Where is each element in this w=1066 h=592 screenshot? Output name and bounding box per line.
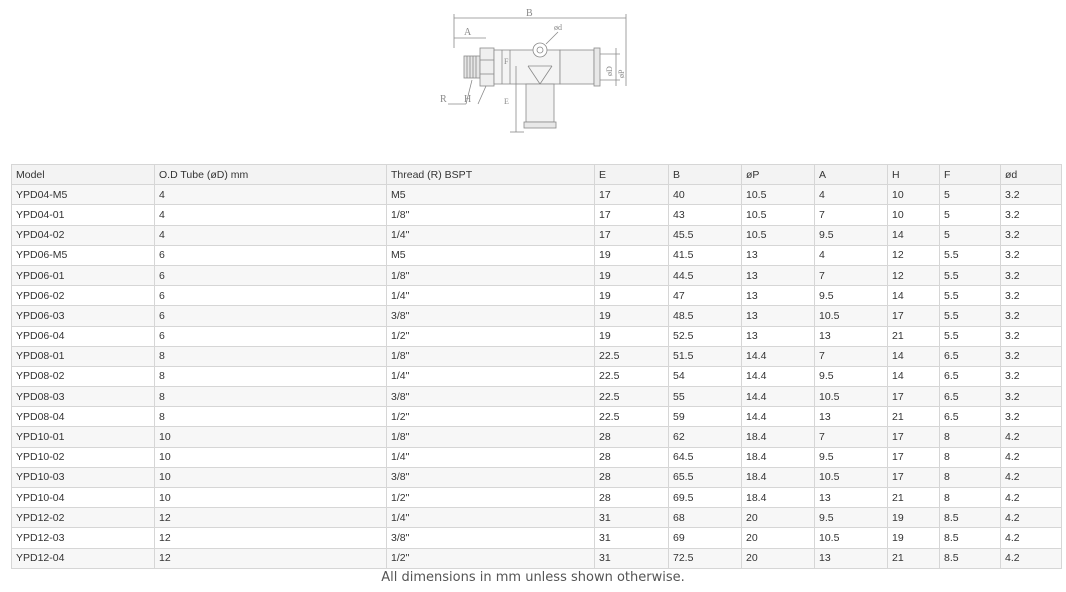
table-cell: 44.5 [669,265,742,285]
table-cell: 12 [888,245,940,265]
table-cell: YPD08-03 [12,387,155,407]
table-cell: 20 [742,528,815,548]
table-cell: 14 [888,225,940,245]
table-cell: 6 [155,286,387,306]
table-cell: 12 [155,548,387,568]
table-cell: 31 [595,508,669,528]
table-cell: 18.4 [742,467,815,487]
table-cell: 54 [669,366,742,386]
table-cell: 14 [888,346,940,366]
table-cell: 12 [888,265,940,285]
table-cell: 8.5 [940,528,1001,548]
table-cell: YPD08-04 [12,407,155,427]
table-cell: 68 [669,508,742,528]
table-cell: 4.2 [1001,548,1062,568]
table-cell: 8 [155,346,387,366]
table-cell: 9.5 [815,366,888,386]
table-cell: YPD08-02 [12,366,155,386]
table-cell: 28 [595,427,669,447]
column-header: øP [742,165,815,185]
table-cell: 3.2 [1001,366,1062,386]
table-header-row [12,165,1062,185]
table-cell: 9.5 [815,447,888,467]
table-cell: 3.2 [1001,185,1062,205]
table-cell: 10.5 [815,306,888,326]
table-cell: 48.5 [669,306,742,326]
table-cell: 41.5 [669,245,742,265]
table-cell: 5 [940,225,1001,245]
table-row [12,286,1062,306]
table-cell: 51.5 [669,346,742,366]
table-cell: 10 [155,488,387,508]
table-cell: 10.5 [742,185,815,205]
table-cell: 3.2 [1001,265,1062,285]
table-cell: 20 [742,548,815,568]
dimensions-table [11,164,1062,569]
table-cell: 10.5 [742,225,815,245]
table-row [12,265,1062,285]
table-cell: 72.5 [669,548,742,568]
table-cell: 4.2 [1001,528,1062,548]
table-cell: 1/4" [387,286,595,306]
table-cell: 17 [888,447,940,467]
table-cell: 21 [888,326,940,346]
table-cell: 17 [888,306,940,326]
table-cell: 3/8" [387,306,595,326]
column-header: ød [1001,165,1062,185]
table-cell: 5.5 [940,306,1001,326]
table-cell: YPD10-04 [12,488,155,508]
table-cell: 13 [742,306,815,326]
table-row [12,245,1062,265]
table-cell: 1/8" [387,205,595,225]
table-cell: 28 [595,447,669,467]
table-cell: YPD06-02 [12,286,155,306]
table-cell: 28 [595,467,669,487]
table-cell: 8 [940,447,1001,467]
table-cell: 45.5 [669,225,742,245]
column-header: E [595,165,669,185]
table-cell: 52.5 [669,326,742,346]
table-cell: 17 [595,205,669,225]
label-a: A [464,27,472,38]
table-cell: 14 [888,366,940,386]
table-cell: YPD08-01 [12,346,155,366]
table-cell: 17 [595,225,669,245]
table-row [12,205,1062,225]
table-cell: 6.5 [940,366,1001,386]
table-cell: 1/4" [387,508,595,528]
table-cell: 12 [155,508,387,528]
table-row [12,185,1062,205]
table-cell: 3/8" [387,467,595,487]
table-cell: 21 [888,548,940,568]
table-cell: 13 [815,326,888,346]
column-header: H [888,165,940,185]
table-cell: 8 [155,366,387,386]
table-cell: 18.4 [742,427,815,447]
table-cell: 19 [595,265,669,285]
table-row [12,326,1062,346]
table-cell: 17 [888,467,940,487]
table-cell: 3.2 [1001,306,1062,326]
table-cell: 43 [669,205,742,225]
table-cell: 3.2 [1001,346,1062,366]
table-cell: 14 [888,286,940,306]
table-cell: 9.5 [815,508,888,528]
table-cell: 4.2 [1001,447,1062,467]
tee-fitting-drawing-icon [430,4,640,136]
table-cell: 4 [155,185,387,205]
table-cell: 18.4 [742,447,815,467]
table-cell: 1/2" [387,548,595,568]
table-body [12,185,1062,569]
table-cell: 17 [888,387,940,407]
label-r: R [440,94,447,105]
table-cell: 31 [595,528,669,548]
table-cell: 7 [815,427,888,447]
table-cell: YPD06-01 [12,265,155,285]
table-cell: YPD10-02 [12,447,155,467]
column-header: O.D Tube (øD) mm [155,165,387,185]
table-cell: 1/8" [387,346,595,366]
table-cell: 7 [815,346,888,366]
table-cell: 3.2 [1001,326,1062,346]
table-cell: 1/4" [387,447,595,467]
table-cell: 8.5 [940,548,1001,568]
table-cell: 3/8" [387,387,595,407]
column-header: Model [12,165,155,185]
table-cell: 1/4" [387,225,595,245]
footnote: All dimensions in mm unless shown otherwise. [381,570,685,585]
table-row [12,306,1062,326]
table-cell: 4 [155,225,387,245]
label-p: øP [617,69,626,78]
table-cell: M5 [387,185,595,205]
table-cell: 1/4" [387,366,595,386]
table-cell: 13 [742,326,815,346]
table-cell: 13 [815,548,888,568]
table-cell: 8 [940,488,1001,508]
table-cell: 13 [742,265,815,285]
table-cell: 21 [888,407,940,427]
table-cell: 8 [940,427,1001,447]
table-cell: 3.2 [1001,407,1062,427]
table-row [12,467,1062,487]
table-row [12,427,1062,447]
table-cell: YPD04-02 [12,225,155,245]
table-cell: 14.4 [742,387,815,407]
label-b: B [526,8,533,19]
table-cell: 8 [155,407,387,427]
table-cell: YPD12-04 [12,548,155,568]
column-header: F [940,165,1001,185]
table-cell: 6 [155,245,387,265]
table-cell: 1/2" [387,326,595,346]
table-cell: 6.5 [940,407,1001,427]
table-cell: 22.5 [595,346,669,366]
table-cell: 14.4 [742,407,815,427]
table-cell: 6 [155,326,387,346]
table-cell: 5 [940,185,1001,205]
table-cell: 20 [742,508,815,528]
table-row [12,366,1062,386]
table-cell: 9.5 [815,286,888,306]
table-cell: 1/8" [387,427,595,447]
table-cell: 3.2 [1001,225,1062,245]
table-cell: 47 [669,286,742,306]
table-row [12,387,1062,407]
label-f: F [504,57,509,66]
table-cell: 62 [669,427,742,447]
table-cell: 3.2 [1001,286,1062,306]
table-cell: 8.5 [940,508,1001,528]
table-row [12,447,1062,467]
table-cell: 10.5 [815,387,888,407]
table-cell: 5 [940,205,1001,225]
fitting-diagram [430,4,640,136]
table-cell: 10 [888,185,940,205]
table-cell: 7 [815,265,888,285]
table-cell: 6 [155,306,387,326]
table-cell: 10 [155,447,387,467]
table-cell: 14.4 [742,346,815,366]
table-cell: 22.5 [595,387,669,407]
label-h: H [464,94,472,105]
column-header: A [815,165,888,185]
table-row [12,407,1062,427]
table-cell: 6 [155,265,387,285]
label-od: ød [554,23,562,32]
table-cell: YPD06-04 [12,326,155,346]
table-cell: 4.2 [1001,427,1062,447]
table-cell: YPD10-03 [12,467,155,487]
table-cell: 31 [595,548,669,568]
table-cell: 10.5 [815,467,888,487]
table-cell: 4.2 [1001,488,1062,508]
table-cell: 19 [888,508,940,528]
table-cell: 3/8" [387,528,595,548]
table-cell: 13 [742,286,815,306]
table-cell: 17 [595,185,669,205]
table-row [12,225,1062,245]
table-cell: 19 [595,326,669,346]
table-cell: 13 [815,488,888,508]
table-cell: 9.5 [815,225,888,245]
table-cell: 4.2 [1001,508,1062,528]
table-row [12,528,1062,548]
table-row [12,346,1062,366]
table-cell: 6.5 [940,387,1001,407]
table-cell: 5.5 [940,326,1001,346]
table-row [12,548,1062,568]
table-cell: 13 [742,245,815,265]
table-cell: 55 [669,387,742,407]
table-cell: 69 [669,528,742,548]
table-cell: 19 [888,528,940,548]
table-cell: 10.5 [815,528,888,548]
table-cell: 1/8" [387,265,595,285]
table-cell: 8 [155,387,387,407]
table-cell: 28 [595,488,669,508]
table-cell: 64.5 [669,447,742,467]
label-d: øD [605,66,614,76]
table-cell: 18.4 [742,488,815,508]
table-cell: 3.2 [1001,245,1062,265]
table-cell: 10 [155,467,387,487]
table-cell: 5.5 [940,265,1001,285]
table-cell: 5.5 [940,286,1001,306]
table-cell: 19 [595,306,669,326]
table-cell: 12 [155,528,387,548]
table-cell: 10 [888,205,940,225]
table-cell: 1/2" [387,407,595,427]
table-row [12,508,1062,528]
table-cell: YPD10-01 [12,427,155,447]
table-row [12,488,1062,508]
table-cell: 3.2 [1001,387,1062,407]
table-cell: 1/2" [387,488,595,508]
table-cell: 22.5 [595,366,669,386]
table-cell: 40 [669,185,742,205]
table-cell: 4 [155,205,387,225]
table-cell: 59 [669,407,742,427]
table-cell: 4 [815,185,888,205]
table-cell: 19 [595,286,669,306]
table-cell: 69.5 [669,488,742,508]
table-cell: 10.5 [742,205,815,225]
table-cell: 19 [595,245,669,265]
table-cell: YPD04-01 [12,205,155,225]
table-cell: M5 [387,245,595,265]
table-cell: 22.5 [595,407,669,427]
table-cell: 65.5 [669,467,742,487]
table-cell: YPD06-03 [12,306,155,326]
table-cell: 3.2 [1001,205,1062,225]
table-cell: 13 [815,407,888,427]
table-cell: 10 [155,427,387,447]
table-cell: 4 [815,245,888,265]
column-header: B [669,165,742,185]
table-cell: 8 [940,467,1001,487]
table-cell: 14.4 [742,366,815,386]
table-cell: 6.5 [940,346,1001,366]
table-cell: 17 [888,427,940,447]
table-cell: 21 [888,488,940,508]
column-header: Thread (R) BSPT [387,165,595,185]
table-cell: YPD12-03 [12,528,155,548]
table-cell: 7 [815,205,888,225]
table-cell: 4.2 [1001,467,1062,487]
label-e: E [504,97,509,106]
table-cell: YPD04-M5 [12,185,155,205]
table-cell: YPD12-02 [12,508,155,528]
table-cell: 5.5 [940,245,1001,265]
table-cell: YPD06-M5 [12,245,155,265]
